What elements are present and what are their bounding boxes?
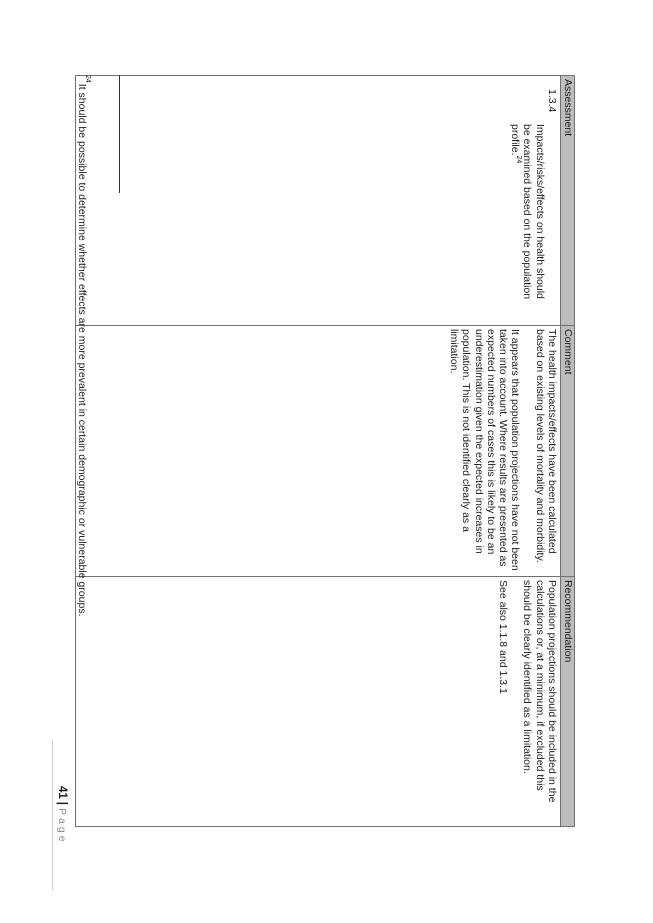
comment-paragraph-1: The health impacts/effects have been calculated based on existing levels of mortality and morbidity. [533,329,558,563]
table-row [76,76,561,827]
recommendation-paragraph-1: Population projections should be included in the calculations or, at a minimum, if excluded this should be clearly identified as a limitation. [521,580,558,803]
page-number-word: Page [56,808,68,845]
assessment-text-wrap [509,124,546,310]
page-number-value: 41 [56,786,68,799]
assessment-text: Impacts/risks/effects on health should be examined based on the population profile. [509,124,546,300]
assessment-id: 1.3.4 [546,89,558,113]
header-assessment: Assessment [561,76,575,326]
header-recommendation: Recommendation [561,577,575,827]
comment-cell [76,326,561,577]
footnote-text: It should be possible to determine whether effects are more prevalent in certain demographic or vulnerable groups. [76,83,88,617]
recommendation-paragraph-2: See also 1.1.8 and 1.3.1 [497,580,510,694]
footnote-number: 24 [84,75,91,83]
footnote-reference: 24 [515,155,523,164]
header-comment: Comment [561,326,575,577]
page-number [56,786,68,856]
footnote [76,75,91,835]
comment-paragraph-2: It appears that population projections have not been taken into account. Where results are presented as expected numbers of cases this is likely to be an underestimation given the expected increases in population. This is not identified clearly as a limitation. [447,329,522,571]
page-number-rule [52,740,53,890]
table-header-row [561,76,575,827]
footnote-separator [119,75,120,193]
page-number-separator: | [56,801,68,806]
assessment-table [75,75,575,827]
assessment-cell [76,76,561,326]
recommendation-cell [76,577,561,827]
